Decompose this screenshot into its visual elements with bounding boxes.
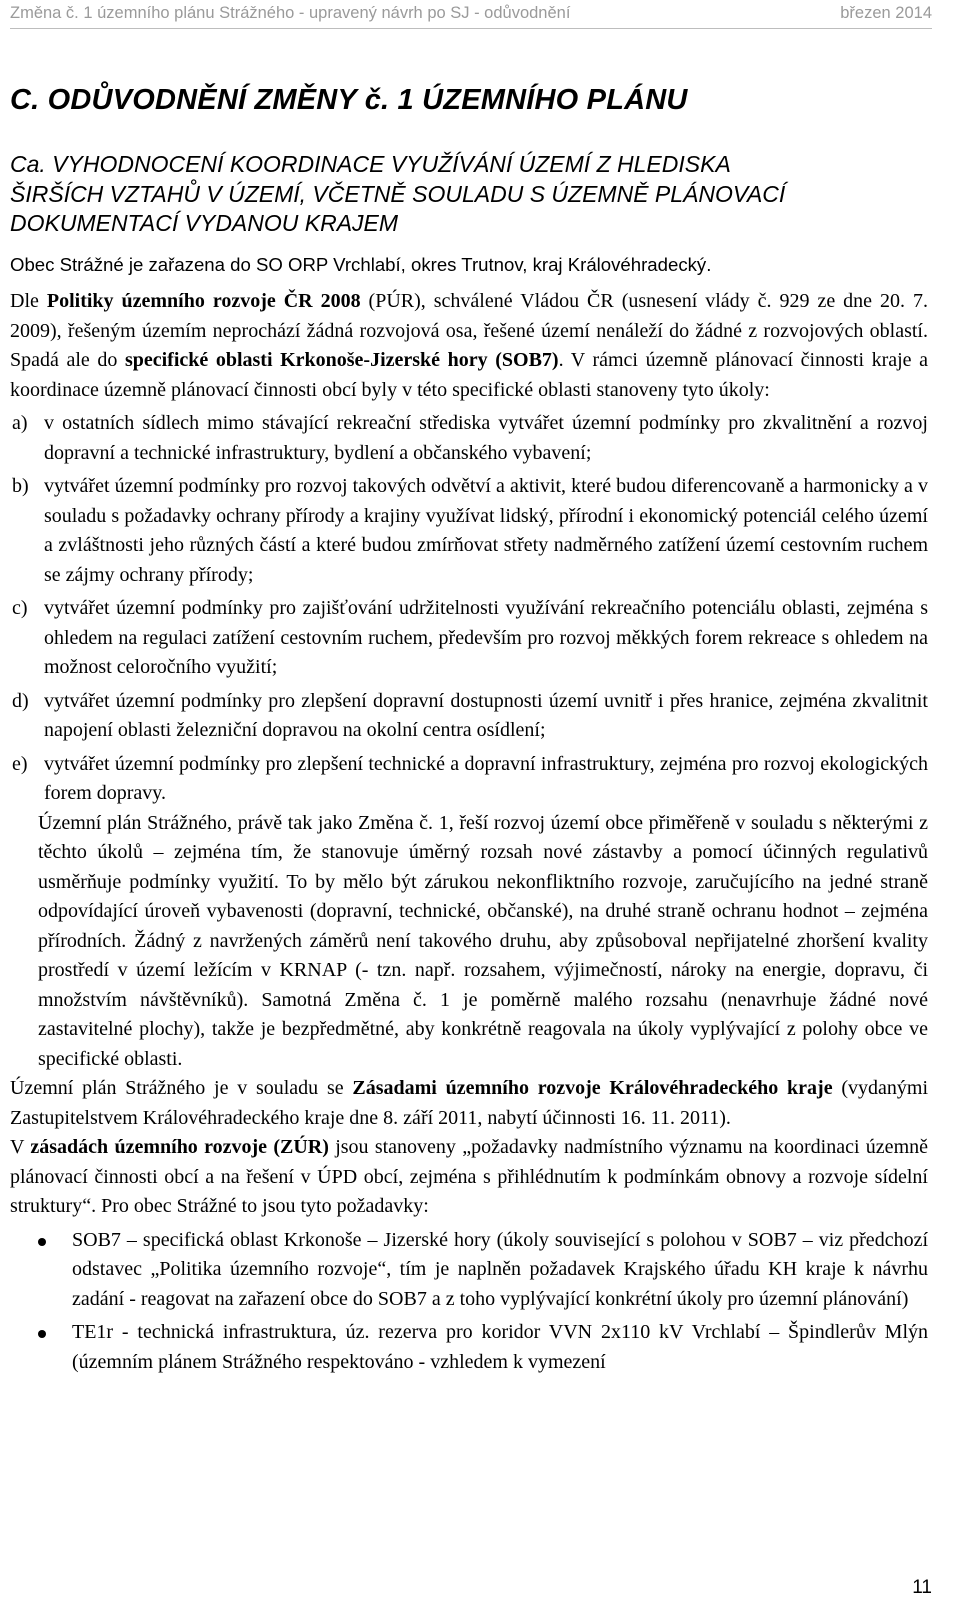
subsection-heading-line: ŠIRŠÍCH VZTAHŮ V ÚZEMÍ, VČETNĚ SOULADU S ÚZEMNĚ PLÁNOVACÍ — [10, 180, 786, 207]
zur-paragraph — [10, 1074, 928, 1133]
task-item — [10, 409, 928, 468]
bullet-icon — [38, 1330, 46, 1338]
zur-req-text-1: V — [10, 1136, 31, 1158]
politika-text-1: Dle — [10, 290, 47, 312]
up-paragraph: Územní plán Strážného, právě tak jako Změna č. 1, řeší rozvoj území obce přiměřeně v souladu s některými z těchto úkolů – zejména tím, že stanovuje úměrný rozsah nové zástavby a pomocí účinných regulativů usměrňuje podmínky využití. To by mělo být zárukou nekonfliktního rozvoje, zaručujícího na jedné straně odpovídající úroveň vybavenosti (dopravní, technické, občanské), na druhé straně ochranu hodnot – zejména přírodních. Žádný z navržených záměrů není takového druhu, aby způsoboval nepřijatelné zhoršení kvality prostředí v území ležícím v KRNAP (- tzn. např. rozsahem, výjimečností, nároky na energie, dopravu, či množstvím návštěvníků). Samotná Změna č. 1 je poměrně malého rozsahu (nenavrhuje žádné nové zastavitelné plochy), takže je bezpředmětné, aby konkrétně reagovala na úkoly vyplývající z polohy obce ve specifické oblasti. — [38, 811, 928, 1070]
politika-text-2: (PÚR), schválené Vládou ČR (usnesení vlády č. 929 ze dne 20. 7. 2009), řešeným územím neprochází žádná rozvojová osa, řešené území nenáleží do žádné z rozvojových oblastí. Spadá ale do — [10, 290, 928, 371]
task-item — [10, 750, 928, 809]
zur-req-text-2: jsou stanoveny „požadavky nadmístního významu na koordinaci územně plánovací činnosti obcí a na řešení v ÚPD obcí, zejména s přihlédnutím k podmínkám obnovy a rozvoje sídelní struktury“. Pro obec Strážné to jsou tyto požadavky: — [10, 1136, 928, 1217]
task-label: c) — [12, 597, 28, 619]
politika-paragraph — [10, 287, 928, 405]
task-label: b) — [12, 475, 29, 497]
section-heading: C. ODŮVODNĚNÍ ZMĚNY č. 1 ÚZEMNÍHO PLÁNU — [10, 84, 688, 116]
zur-bold: Zásadami územního rozvoje Královéhradeckého kraje — [352, 1077, 833, 1099]
task-item — [10, 594, 928, 683]
page-number: 11 — [912, 1577, 932, 1598]
bullet-text: SOB7 – specifická oblast Krkonoše – Jizerské hory (úkoly související s polohou v SOB7 – viz předchozí odstavec „Politika územního rozvoje“, tím je naplněn požadavek Krajského úřadu KH kraje k návrhu zadání - reagovat na zařazení obce do SOB7 a z toho vyplývající konkrétní úkoly pro územní plánování) — [72, 1228, 928, 1310]
zur-requirements-paragraph — [10, 1133, 928, 1222]
task-text: vytvářet územní podmínky pro zlepšení dopravní dostupnosti území uvnitř i přes hranice, zejména zkvalitnit napojení oblasti železniční dopravou na okolní centra osídlení; — [44, 689, 928, 741]
zur-text-1: Územní plán Strážného je v souladu se — [10, 1077, 353, 1099]
zur-text-2: (vydanými Zastupitelstvem Královéhradeckého kraje dne 8. září 2011, nabytí účinnosti 16. 11. 2011). — [10, 1077, 929, 1129]
header-title: Změna č. 1 územního plánu Strážného - upravený návrh po SJ - odůvodnění — [10, 4, 571, 22]
header-rule — [10, 28, 932, 29]
bullet-text: TE1r - technická infrastruktura, úz. rezerva pro koridor VVN 2x110 kV Vrchlabí – Špindlerův Mlýn (územním plánem Strážného respektováno - vzhledem k vymezení — [72, 1321, 928, 1373]
subsection-heading-line: DOKUMENTACÍ VYDANOU KRAJEM — [10, 210, 399, 236]
header-date: březen 2014 — [840, 4, 932, 22]
intro-sentence: Obec Strážné je zařazena do SO ORP Vrchlabí, okres Trutnov, kraj Královéhradecký. — [10, 254, 712, 275]
subsection-heading — [10, 150, 930, 239]
task-label: d) — [12, 689, 29, 712]
politika-text-3: . V rámci územně plánovací činnosti kraje a koordinace územně plánovací činnosti obcí byly v této specifické oblasti stanoveny tyto úkoly: — [10, 349, 929, 401]
bullet-item — [10, 1318, 928, 1377]
body-text — [10, 287, 928, 1377]
politika-bold-2: specifické oblasti Krkonoše-Jizerské hory (SOB7) — [124, 349, 559, 371]
page-header — [10, 4, 932, 26]
task-item — [10, 472, 928, 590]
task-text: vytvářet územní podmínky pro zajišťování udržitelnosti využívání rekreačního potenciálu oblasti, zejména s ohledem na regulaci zatížení cestovním ruchem, především pro rozvoj měkkých forem rekreace s ohledem na možnost celoročního využití; — [44, 597, 928, 678]
subsection-heading-line: Ca. VYHODNOCENÍ KOORDINACE VYUŽÍVÁNÍ ÚZEMÍ Z HLEDISKA — [10, 151, 731, 177]
politika-bold-1: Politiky územního rozvoje ČR 2008 — [46, 290, 361, 312]
zur-req-bold: zásadách územního rozvoje (ZÚR) — [30, 1136, 329, 1158]
task-item — [10, 687, 928, 746]
bullet-icon — [38, 1238, 46, 1246]
bullet-item — [10, 1226, 928, 1315]
task-text: vytvářet územní podmínky pro rozvoj takových odvětví a aktivit, které budou diferencovaně a harmonicky a v souladu s požadavky ochrany přírody a krajiny využívat lidský, přírodní i ekonomický potenciál celého území a zvláštnosti jeho různých částí a které budou zmírňovat střety nadměrného zatížení území cestovním ruchem se zájmy ochrany přírody; — [44, 475, 928, 586]
task-text: vytvářet územní podmínky pro zlepšení technické a dopravní infrastruktury, zejména pro rozvoj ekologických forem dopravy. — [44, 752, 928, 804]
task-text: v ostatních sídlech mimo stávající rekreační střediska vytvářet územní podmínky pro zkvalitnění a rozvoj dopravní a technické infrastruktury, bydlení a občanského vybavení; — [44, 412, 928, 464]
task-label: e) — [12, 752, 28, 775]
task-label: a) — [12, 412, 28, 434]
